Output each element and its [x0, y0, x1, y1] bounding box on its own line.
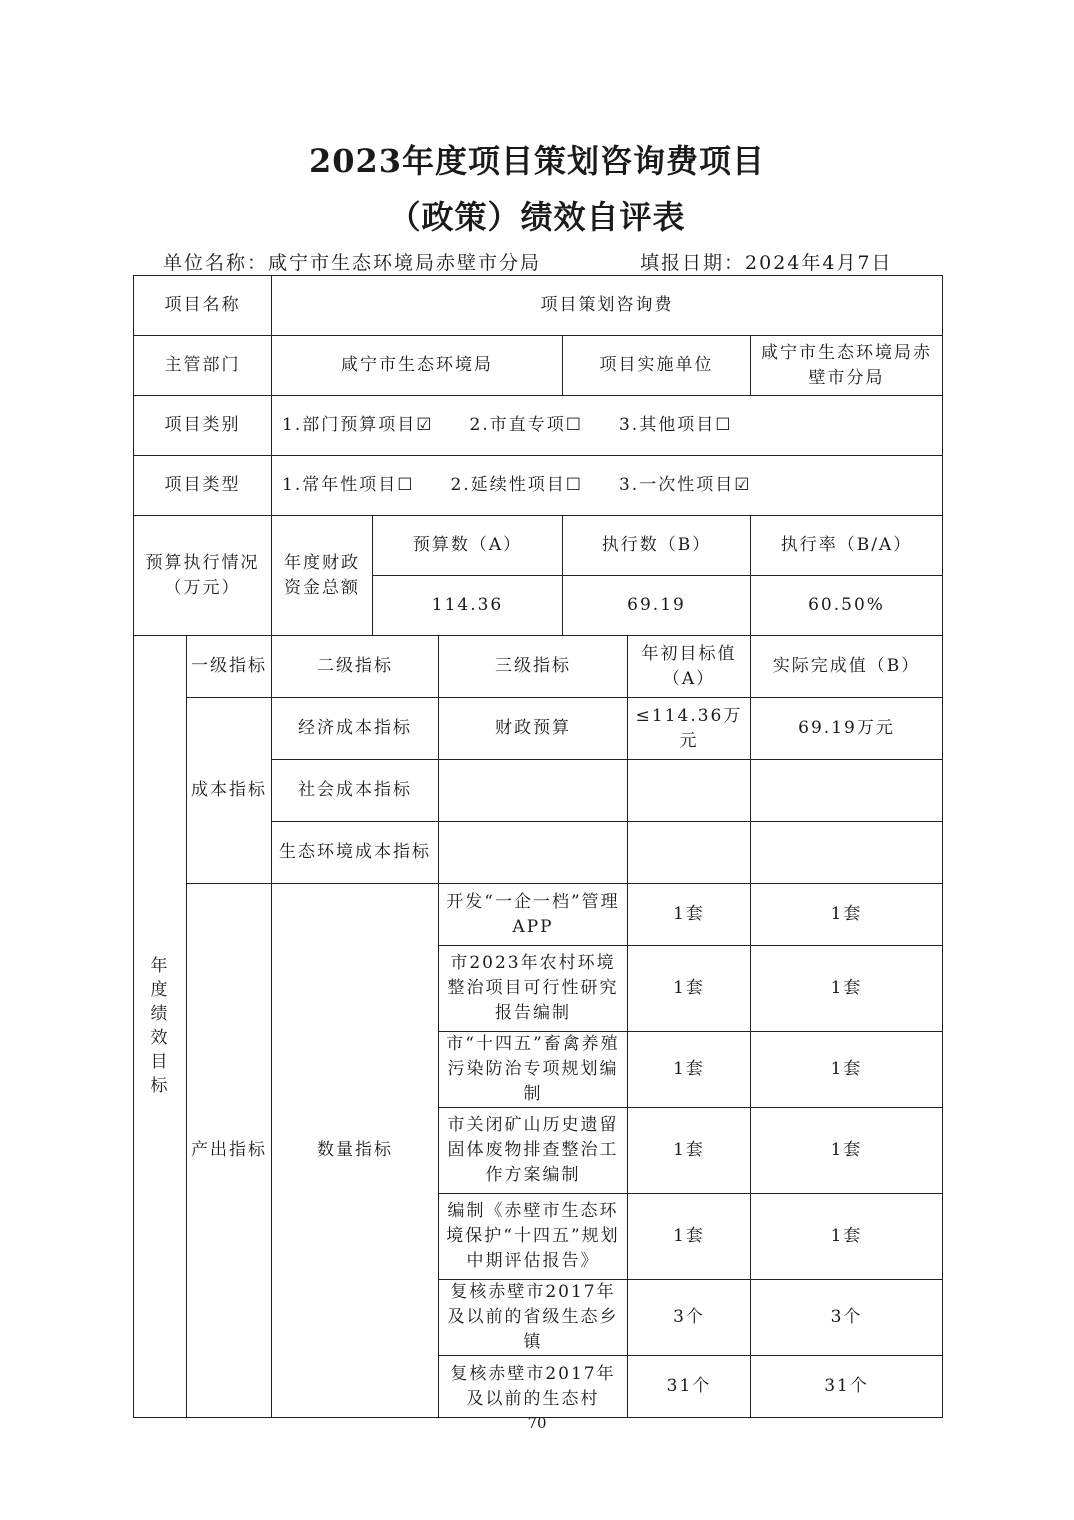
type-row	[134, 456, 943, 516]
level3-cell: 复核赤壁市2017年及以前的省级生态乡镇	[439, 1280, 628, 1356]
type-option-3: 3.一次性项目☑	[618, 475, 750, 495]
unchecked-box-icon: ☐	[565, 475, 581, 495]
target-cell: 3个	[628, 1280, 751, 1356]
level3-cell: 市“十四五”畜禽养殖污染防治专项规划编制	[439, 1032, 628, 1108]
table-row	[134, 884, 943, 946]
project-name-value: 项目策划咨询费	[272, 276, 943, 336]
unchecked-box-icon: ☐	[715, 415, 731, 435]
type-option-2: 2.延续性项目☐	[450, 475, 581, 495]
actual-cell: 1套	[751, 884, 943, 946]
target-cell: 1套	[628, 1194, 751, 1280]
level2-cell: 经济成本指标	[272, 698, 439, 760]
actual-cell: 69.19万元	[751, 698, 943, 760]
actual-cell: 31个	[751, 1356, 943, 1418]
target-cell	[628, 822, 751, 884]
budget-col-rate: 执行率（B/A）	[751, 516, 943, 576]
unchecked-box-icon: ☐	[565, 415, 581, 435]
budget-val-rate: 60.50%	[751, 576, 943, 636]
level2-cell: 生态环境成本指标	[272, 822, 439, 884]
category-label: 项目类别	[134, 396, 272, 456]
budget-val-b: 69.19	[563, 576, 751, 636]
output-indicator-label: 产出指标	[187, 884, 272, 1418]
category-row	[134, 396, 943, 456]
actual-cell: 3个	[751, 1280, 943, 1356]
actual-cell: 1套	[751, 1032, 943, 1108]
report-date-value: 2024年4月7日	[745, 252, 893, 274]
budget-header-row	[134, 516, 943, 576]
category-option-1: 1.部门预算项目☑	[282, 415, 432, 435]
quantity-indicator-label: 数量指标	[272, 884, 439, 1418]
level3-cell: 财政预算	[439, 698, 628, 760]
level2-header: 二级指标	[272, 636, 439, 698]
budget-val-a: 114.36	[373, 576, 563, 636]
level3-cell: 复核赤壁市2017年及以前的生态村	[439, 1356, 628, 1418]
actual-cell	[751, 760, 943, 822]
level2-cell: 社会成本指标	[272, 760, 439, 822]
unchecked-box-icon: ☐	[397, 475, 413, 495]
actual-cell: 1套	[751, 1194, 943, 1280]
budget-col-b: 执行数（B）	[563, 516, 751, 576]
target-cell: 1套	[628, 1032, 751, 1108]
impl-unit-value: 咸宁市生态环境局赤壁市分局	[751, 336, 943, 396]
category-options	[272, 396, 943, 456]
type-options	[272, 456, 943, 516]
actual-cell: 1套	[751, 1108, 943, 1194]
level3-cell: 编制《赤壁市生态环境保护“十四五”规划中期评估报告》	[439, 1194, 628, 1280]
target-cell: ≤114.36万元	[628, 698, 751, 760]
page-number: 70	[527, 1414, 547, 1432]
unit-name-label: 单位名称：	[163, 252, 269, 274]
checked-box-icon: ☑	[416, 415, 432, 435]
unit-name-value: 咸宁市生态环境局赤壁市分局	[268, 252, 542, 274]
budget-col-a: 预算数（A）	[373, 516, 563, 576]
level3-header: 三级指标	[439, 636, 628, 698]
actual-cell: 1套	[751, 946, 943, 1032]
budget-sub-label: 年度财政资金总额	[272, 516, 373, 636]
category-option-3: 3.其他项目☐	[618, 415, 731, 435]
level1-header: 一级指标	[187, 636, 272, 698]
project-name-label: 项目名称	[134, 276, 272, 336]
report-date-label: 填报日期：	[640, 252, 746, 274]
target-cell: 1套	[628, 1108, 751, 1194]
target-header: 年初目标值（A）	[628, 636, 751, 698]
cost-indicator-label: 成本指标	[187, 698, 272, 884]
dept-label: 主管部门	[134, 336, 272, 396]
project-name-row	[134, 276, 943, 336]
performance-table	[133, 275, 943, 1418]
report-date	[640, 248, 893, 275]
actual-header: 实际完成值（B）	[751, 636, 943, 698]
level3-cell	[439, 760, 628, 822]
dept-value: 咸宁市生态环境局	[272, 336, 563, 396]
document-title-line2: （政策）绩效自评表	[388, 198, 686, 236]
level3-cell	[439, 822, 628, 884]
target-cell: 1套	[628, 884, 751, 946]
checked-box-icon: ☑	[734, 475, 750, 495]
budget-label: 预算执行情况（万元）	[134, 516, 272, 636]
level3-cell: 市关闭矿山历史遗留固体废物排查整治工作方案编制	[439, 1108, 628, 1194]
unit-name	[163, 248, 541, 275]
annual-target-label: 年度绩效目标	[134, 636, 187, 1418]
target-cell: 1套	[628, 946, 751, 1032]
actual-cell	[751, 822, 943, 884]
document-title-line1: 2023年度项目策划咨询费项目	[308, 142, 766, 180]
type-option-1: 1.常年性项目☐	[282, 475, 413, 495]
type-label: 项目类型	[134, 456, 272, 516]
target-cell	[628, 760, 751, 822]
target-cell: 31个	[628, 1356, 751, 1418]
impl-unit-label: 项目实施单位	[563, 336, 751, 396]
category-option-2: 2.市直专项☐	[469, 415, 581, 435]
level3-cell: 市2023年农村环境整治项目可行性研究报告编制	[439, 946, 628, 1032]
indicator-header-row	[134, 636, 943, 698]
department-row	[134, 336, 943, 396]
table-row	[134, 698, 943, 760]
level3-cell: 开发“一企一档”管理APP	[439, 884, 628, 946]
